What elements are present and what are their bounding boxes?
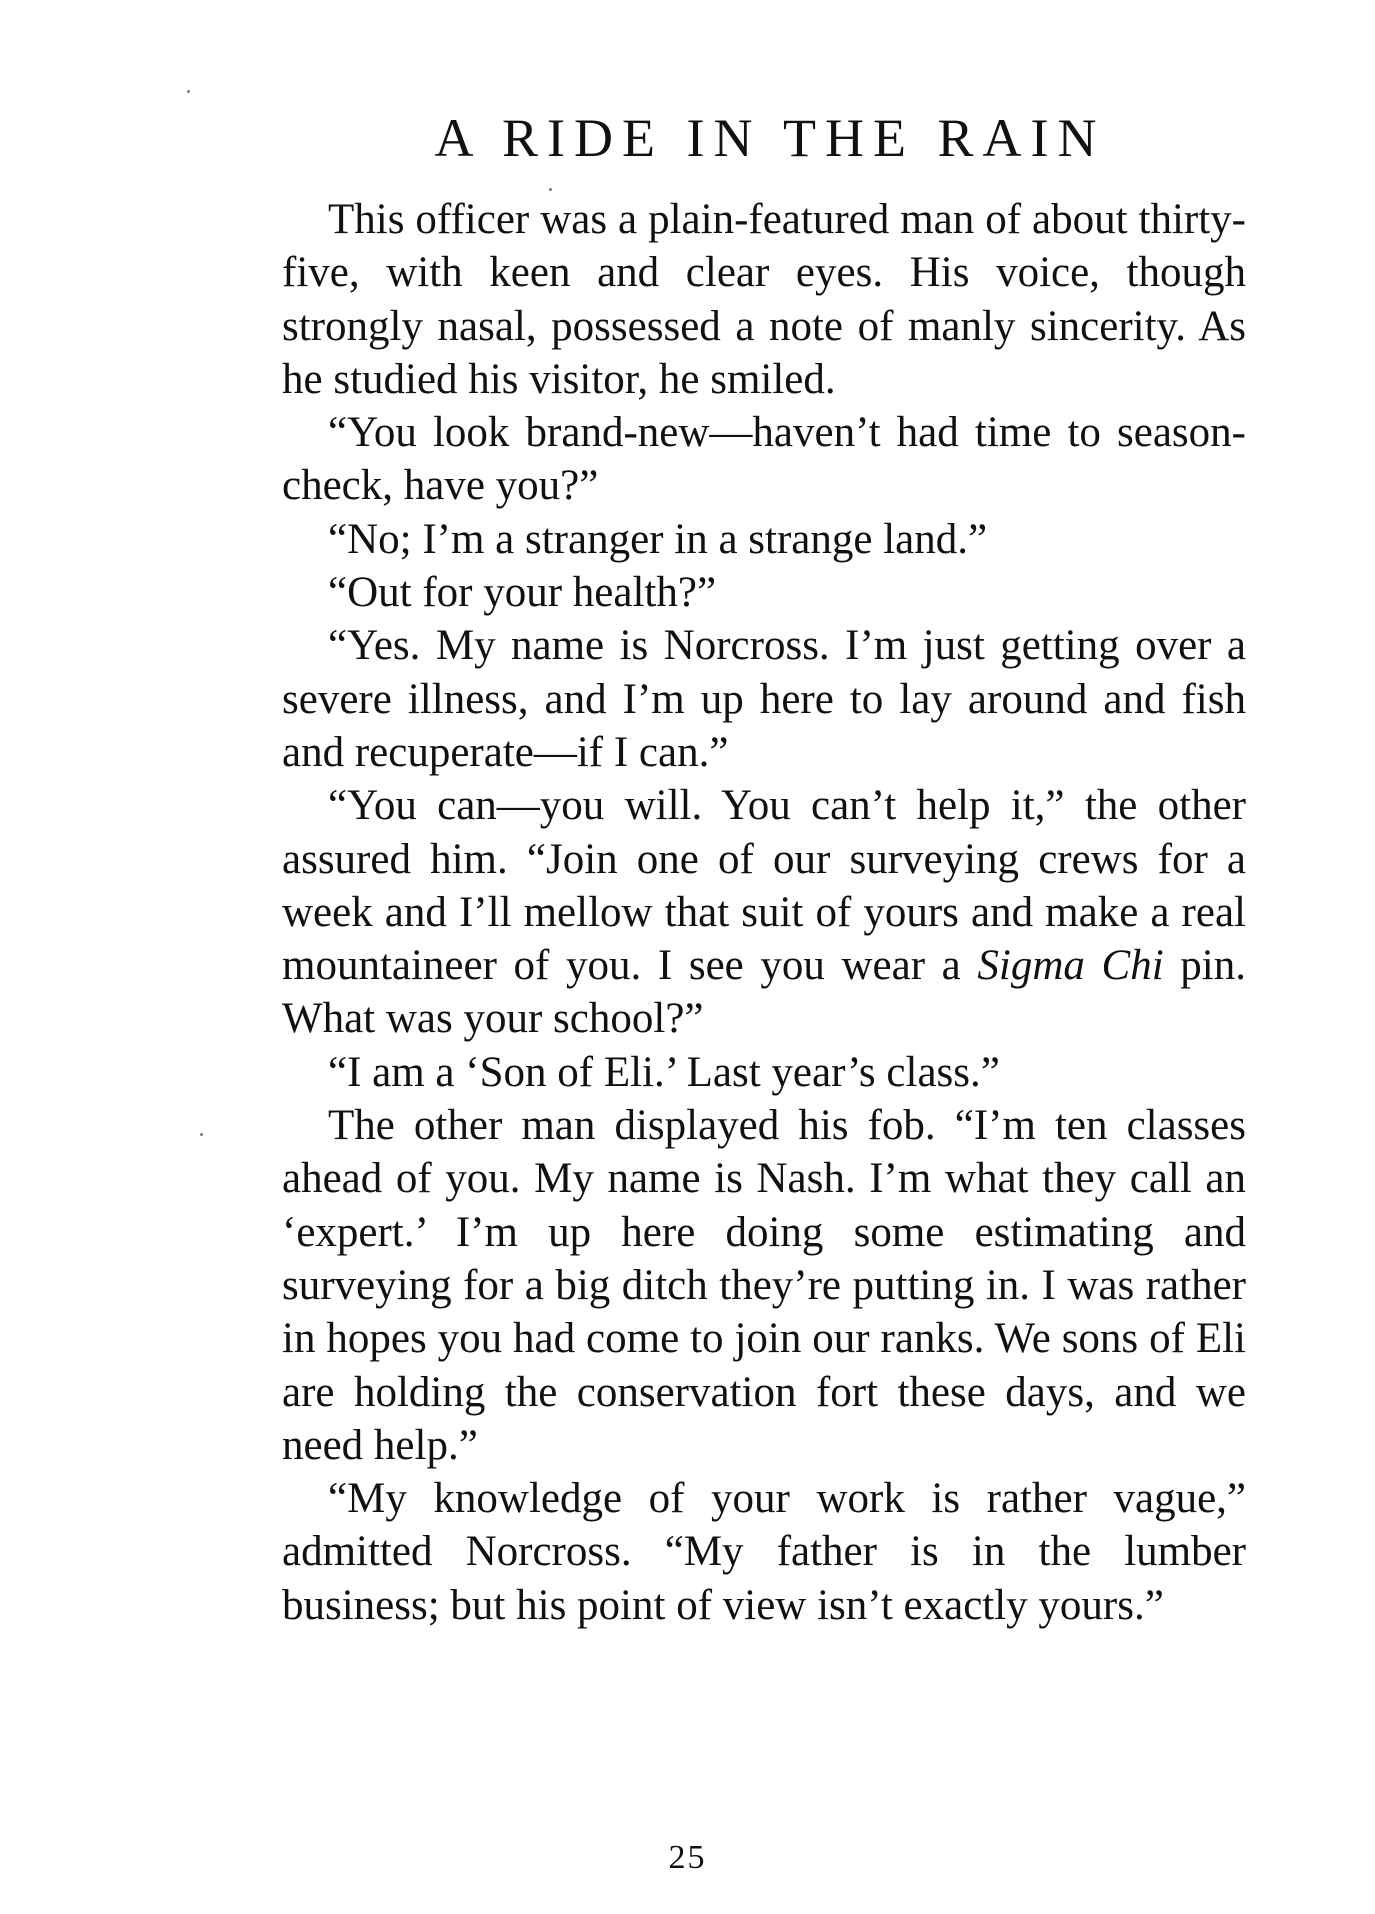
paragraph-6-before: “You can—you will. You can’t help it,” the other assured him. “Join one of our surveying crews for a week and I’ll mellow that suit of yours and make a real mountaineer of you. I see you wear a	[282, 782, 1246, 990]
paragraph-8: The other man displayed his fob. “I’m ten classes ahead of you. My name is Nash. I’m what they call an ‘expert.’ I’m up here doing some estimating and surveying for a big ditch they’re putting in. I was rather in hopes you had come to join our ranks. We sons of Eli are holding the conservation fort these days, and we need help.”	[282, 1102, 1246, 1469]
body-text	[282, 193, 1246, 1632]
paragraph-9: “My knowledge of your work is rather vague,” admitted Norcross. “My father is in the lumber business; but his point of view isn’t exactly yours.”	[282, 1475, 1246, 1629]
paragraph-6-after: pin. What was your school?”	[282, 942, 1246, 1043]
paragraph-3: “No; I’m a stranger in a strange land.”	[328, 515, 988, 563]
paper-speck	[187, 90, 190, 93]
paper-speck	[549, 188, 552, 191]
paragraph-6	[282, 779, 1246, 1045]
running-head: A RIDE IN THE RAIN	[434, 108, 1106, 168]
paragraph-2: “You look brand-new—haven’t had time to season-check, have you?”	[282, 409, 1246, 510]
paragraph-4: “Out for your health?”	[328, 569, 717, 617]
paragraph-5: “Yes. My name is Norcross. I’m just getting over a severe illness, and I’m up here to lay around and fish and recuperate—if I can.”	[282, 622, 1246, 776]
paragraph-1: This officer was a plain-featured man of about thirty-five, with keen and clear eyes. His voice, though strongly nasal, possessed a note of manly sincerity. As he studied his visitor, he smiled.	[282, 196, 1246, 403]
paper-speck	[200, 1133, 203, 1136]
page-number: 25	[668, 1839, 707, 1876]
paragraph-6-italic: Sigma Chi	[977, 942, 1164, 990]
paragraph-7: “I am a ‘Son of Eli.’ Last year’s class.”	[328, 1048, 1000, 1096]
